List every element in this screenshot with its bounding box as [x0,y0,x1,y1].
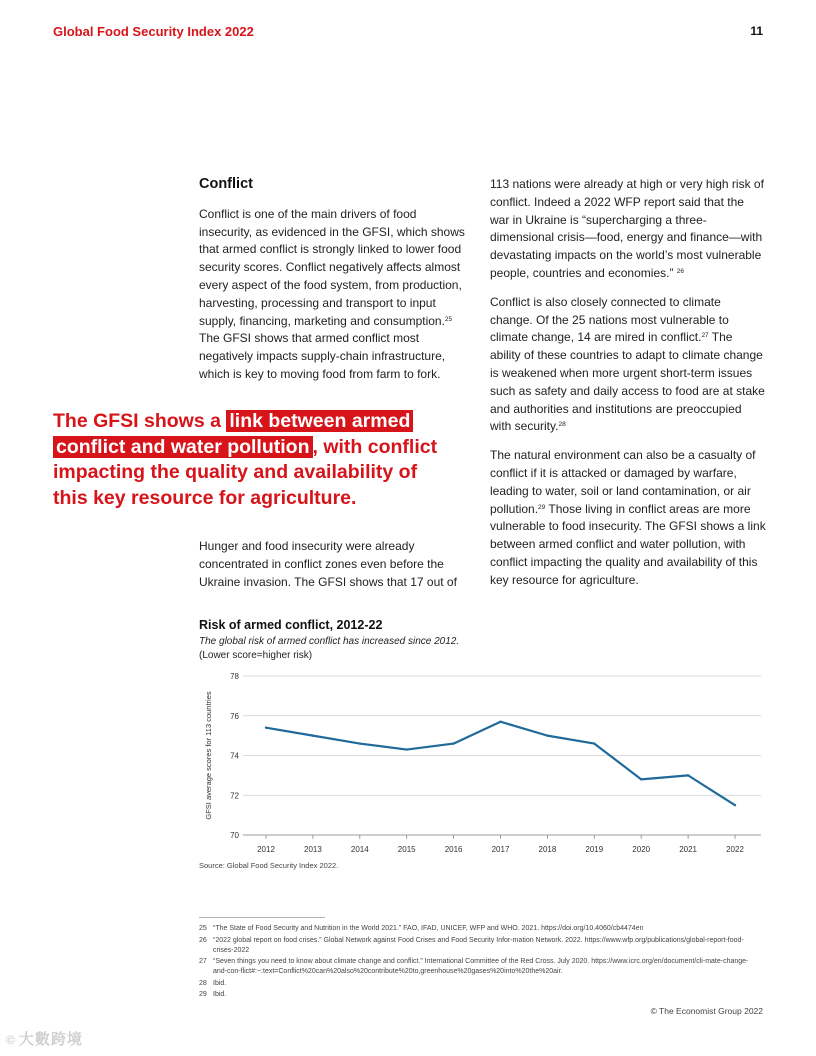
right-paragraph-2: Conflict is also closely connected to climate change. Of the 25 nations most vulnerable to climate change, 14 are mired in conflict.$^{27}$ The ability of these countries to adapt to climate change is weakened when more urgent short-term issues such as safety and daily access to food are at stake and authorities and institutions are preoccupied with security.$^{28}$ [490,294,765,434]
x-tick-label: 2021 [679,845,697,854]
x-tick-label: 2013 [304,845,322,854]
footnote-number: 29 [199,991,207,998]
footnote-number: 26 [199,936,207,944]
data-point [734,804,736,806]
footnote-ref: 28 [558,421,566,429]
right-paragraph-1: 113 nations were already at high or very high risk of conflict. Indeed a 2022 WFP report said that the war in Ukraine is “supercharging a three-dimensional crisis—food, energy and finance—with devastating impacts on the world’s most vulnerable people, countries and economies.” $^{26}$ [490,177,764,280]
footnote-item [199,936,761,956]
watermark: © 大數跨境 [6,1031,83,1048]
x-tick-label: 2017 [491,845,510,854]
footnote-text: Ibid. [213,979,227,987]
x-tick-label: 2016 [444,845,463,854]
x-tick-label: 2020 [632,845,651,854]
y-tick-label: 70 [230,831,239,840]
footnote-text: “Seven things you need to know about climate change and conflict.” International Committee of the Red Cross. July 2020. https://www.icrc.org/en/document/cli-mate-change-and-con-flict#:~:text=Conflict%20can%20also%20contribute%20to,greenhouse%20gases%20into%20the%20air. [213,958,749,975]
copyright: © The Economist Group 2022 [650,1006,763,1016]
left-paragraph-2: Hunger and food insecurity were already concentrated in conflict zones even before the Ukraine invasion. The GFSI shows that 17 out of [199,539,457,589]
y-tick-label: 76 [230,711,239,721]
footnotes [199,924,761,1002]
y-tick-label: 78 [230,672,239,681]
pull-quote: The GFSI shows a link between armed conflict and water pollution , with conflict impacting the quality and availability of this key resource for agriculture. [53,410,438,509]
data-point [593,742,595,744]
x-tick-label: 2014 [350,845,369,854]
footnote-divider [199,917,325,918]
x-tick-label: 2012 [257,845,275,854]
footnote-ref: 29 [538,503,546,511]
report-title: Global Food Security Index 2022 [53,24,254,39]
data-point [546,734,548,736]
footnote-text: “2022 global report on food crises.” Global Network against Food Crises and Food Security Infor-mation Network. 2022. https://www.wfp.org/publications/global-report-food-crises-2022 [213,936,744,954]
pull-quote-highlight: link between armed conflict and water pollution [53,410,413,458]
data-point [452,742,454,744]
footnote-item [199,957,761,977]
chart-source: Source: Global Food Security Index 2022. [199,861,339,870]
data-point [640,778,642,780]
footnote-item [199,990,761,1000]
data-point [499,721,501,723]
data-point [406,748,408,750]
data-point [359,742,361,744]
x-tick-label: 2022 [726,845,744,854]
footnote-number: 27 [199,958,207,965]
footnote-number: 28 [199,979,207,987]
footnote-ref: 27 [701,332,709,340]
data-point [687,774,689,776]
chart-subtitle: The global risk of armed conflict has increased since 2012. [199,636,460,647]
page-number: 11 [750,24,763,38]
footnote-text: “The State of Food Security and Nutrition in the World 2021.” FAO, IFAD, UNICEF, WFP and WHO. 2021. https://doi.org/10.4060/cb4474en [213,925,644,932]
data-point [265,726,267,728]
right-paragraph-3: The natural environment can also be a casualty of conflict if it is attacked or damaged by warfare, leading to water, soil or land contamination, or air pollution.$^{29}$ Those living in conflict areas are more vulnerable to food insecurity. The GFSI shows a link between armed conflict and water pollution, with conflict impacting the quality and availability of this key resource for agriculture. [490,448,766,587]
watermark-logo-icon: © [6,1033,16,1047]
footnote-number: 25 [199,925,207,932]
x-tick-label: 2018 [538,845,557,854]
left-paragraph-1: Conflict is one of the main drivers of food insecurity, as evidenced in the GFSI, which shows that armed conflict is strongly linked to lower food security scores. Conflict negatively affects almost every aspect of the food system, from production, harvesting, processing and transport to input supply, financing, marketing and consumption.$^{25}$ The GFSI shows that armed conflict most negatively impacts supply-chain infrastructure, which is key to moving food from farm to fork. [199,206,465,381]
footnote-text: Ibid. [213,991,227,998]
x-tick-label: 2019 [585,845,604,854]
series-line [266,722,735,805]
y-tick-label: 72 [230,791,239,801]
footnote-item [199,924,761,934]
data-point [312,734,314,736]
footnote-ref: 26 [676,267,685,275]
y-axis-label: GFSI average scores for 113 countries [204,691,213,820]
chart-title: Risk of armed conflict, 2012-22 [199,618,383,632]
footnote-item [199,979,761,989]
footnote-ref: 25 [444,315,453,323]
section-heading: Conflict [199,176,253,192]
chart-note: (Lower score=higher risk) [199,650,313,661]
y-tick-label: 74 [230,751,239,761]
x-tick-label: 2015 [397,845,416,854]
